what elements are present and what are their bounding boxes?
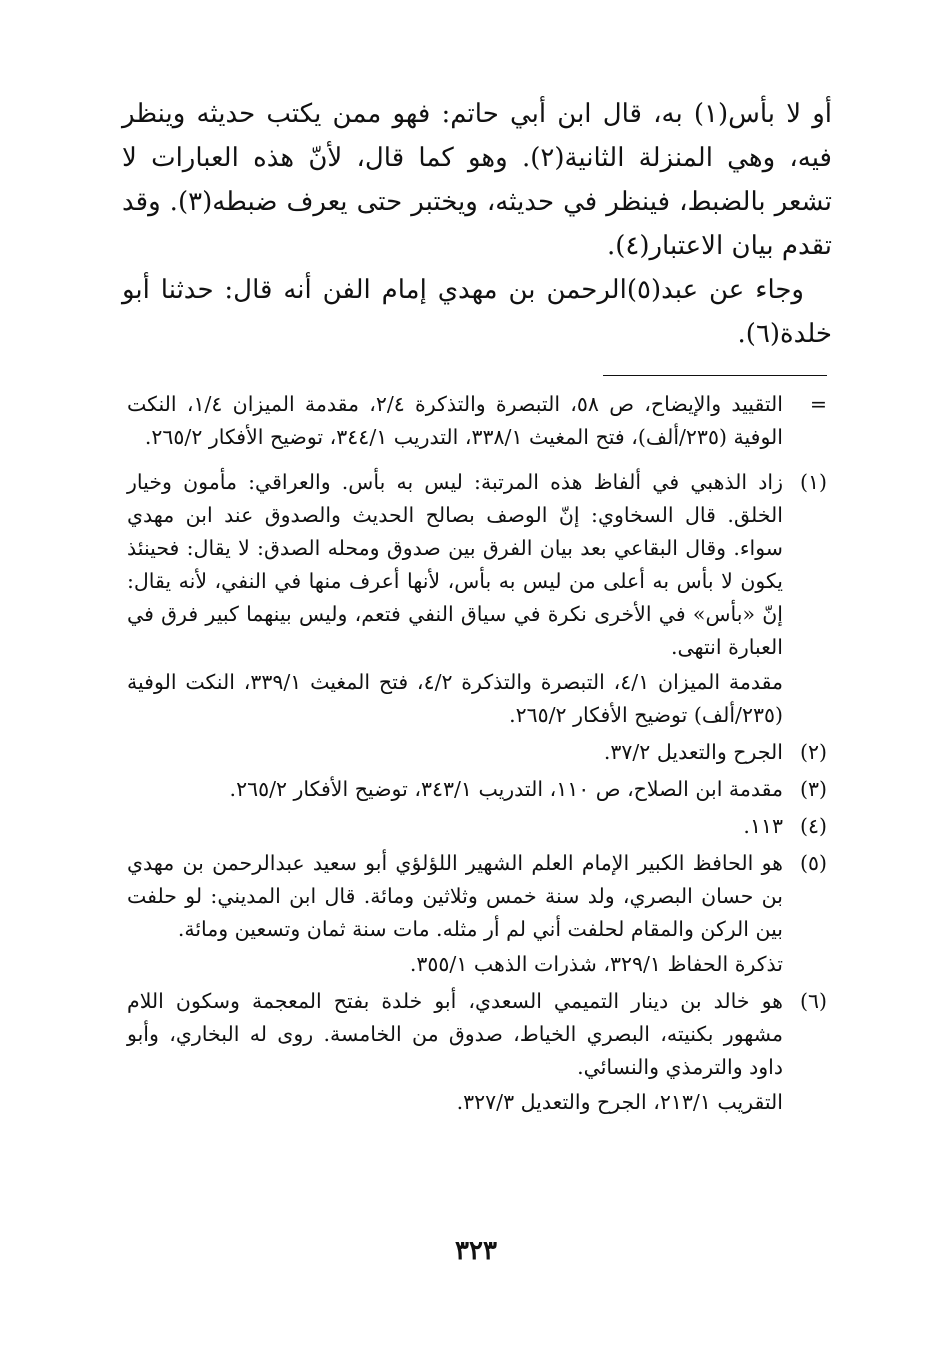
footnote-number: (٤) [799, 814, 827, 838]
footnote-continuation [127, 388, 827, 454]
footnote-6 [127, 985, 827, 1119]
footnote-number: (١) [799, 470, 827, 494]
main-paragraph-1: أو لا بأس(١) به، قال ابن أبي حاتم: فهو ممن يكتب حديثه وينظر فيه، وهي المنزلة الثانية(٢). وهو كما قال، لأنّ هذه العبارات لا تشعر بالضبط، فينظر في حديثه، ويختبر حتى يعرف ضبطه(٣). وقد تقدم بيان الاعتبار(٤). [122, 99, 832, 261]
page-number: ٣٢٣ [455, 1236, 497, 1266]
footnote-number: (٣) [799, 777, 827, 801]
footnote-text: زاد الذهبي في ألفاظ هذه المرتبة: ليس به بأس. والعراقي: مأمون وخيار الخلق. قال السخاوي: إنّ الوصف بصالح الحديث والصدوق عند ابن مهدي سواء. وقال البقاعي بعد بيان الفرق بين صدوق ومحله الصدق: لا يقال: فحينئذ يكون لا بأس به أعلى من ليس به بأس، لأنها أعرف منها في النفي، لأنه يقال: إنّ «بأس» في الأخرى نكرة في سياق النفي فتعم، وليس بينهما كبير فرق في العبارة انتهى. [127, 470, 783, 659]
footnote-text: ١١٣. [743, 814, 783, 838]
footnote-5 [127, 847, 827, 981]
footnote-1 [127, 466, 827, 732]
footnote-number: (٥) [799, 851, 827, 875]
continuation-marker: = [809, 392, 827, 416]
footnote-text: هو الحافظ الكبير الإمام العلم الشهير اللؤلؤي أبو سعيد عبدالرحمن بن مهدي بن حسان البصري، ولد سنة خمس وثلاثين ومائة. قال ابن المديني: لو حلفت بين الركن والمقام لحلفت أني لم أر مثله. مات سنة ثمان وتسعين ومائة. [127, 851, 783, 941]
footnote-text: الجرح والتعديل ٣٧/٢. [603, 740, 783, 764]
main-text [122, 92, 832, 356]
footnote-source: تذكرة الحفاظ ٣٢٩/١، شذرات الذهب ٣٥٥/١. [409, 952, 783, 976]
footnote-text: مقدمة ابن الصلاح، ص ١١٠، التدريب ٣٤٣/١، توضيح الأفكار ٢٦٥/٢. [229, 777, 783, 801]
footnote-4 [127, 810, 827, 843]
footnote-separator [603, 375, 827, 376]
footnote-source: مقدمة الميزان ٤/١، التبصرة والتذكرة ٤/٢، فتح المغيث ٣٣٩/١، النكت الوفية (٢٣٥/ألف) توضيح الأفكار ٢٦٥/٢. [127, 670, 783, 727]
footnote-text: التقييد والإيضاح، ص ٥٨، التبصرة والتذكرة ٢/٤، مقدمة الميزان ١/٤، النكت الوفية (٢٣٥/ألف)، فتح المغيث ٣٣٨/١، التدريب ٣٤٤/١، توضيح الأفكار ٢٦٥/٢. [127, 392, 783, 449]
main-paragraph-2: وجاء عن عبد(٥)الرحمن بن مهدي إمام الفن أنه قال: حدثنا أبو خلدة(٦). [122, 275, 832, 349]
footnote-source: التقريب ٢١٣/١، الجرح والتعديل ٣٢٧/٣. [456, 1090, 783, 1114]
footnote-number: (٢) [799, 740, 827, 764]
footnote-3 [127, 773, 827, 806]
footnote-number: (٦) [799, 989, 827, 1013]
footnote-2 [127, 736, 827, 769]
footnotes [127, 388, 827, 1123]
footnote-text: هو خالد بن دينار التميمي السعدي، أبو خلدة بفتح المعجمة وسكون اللام مشهور بكنيته، البصري الخياط، صدوق من الخامسة. روى له البخاري، وأبو داود والترمذي والنسائي. [127, 989, 783, 1079]
